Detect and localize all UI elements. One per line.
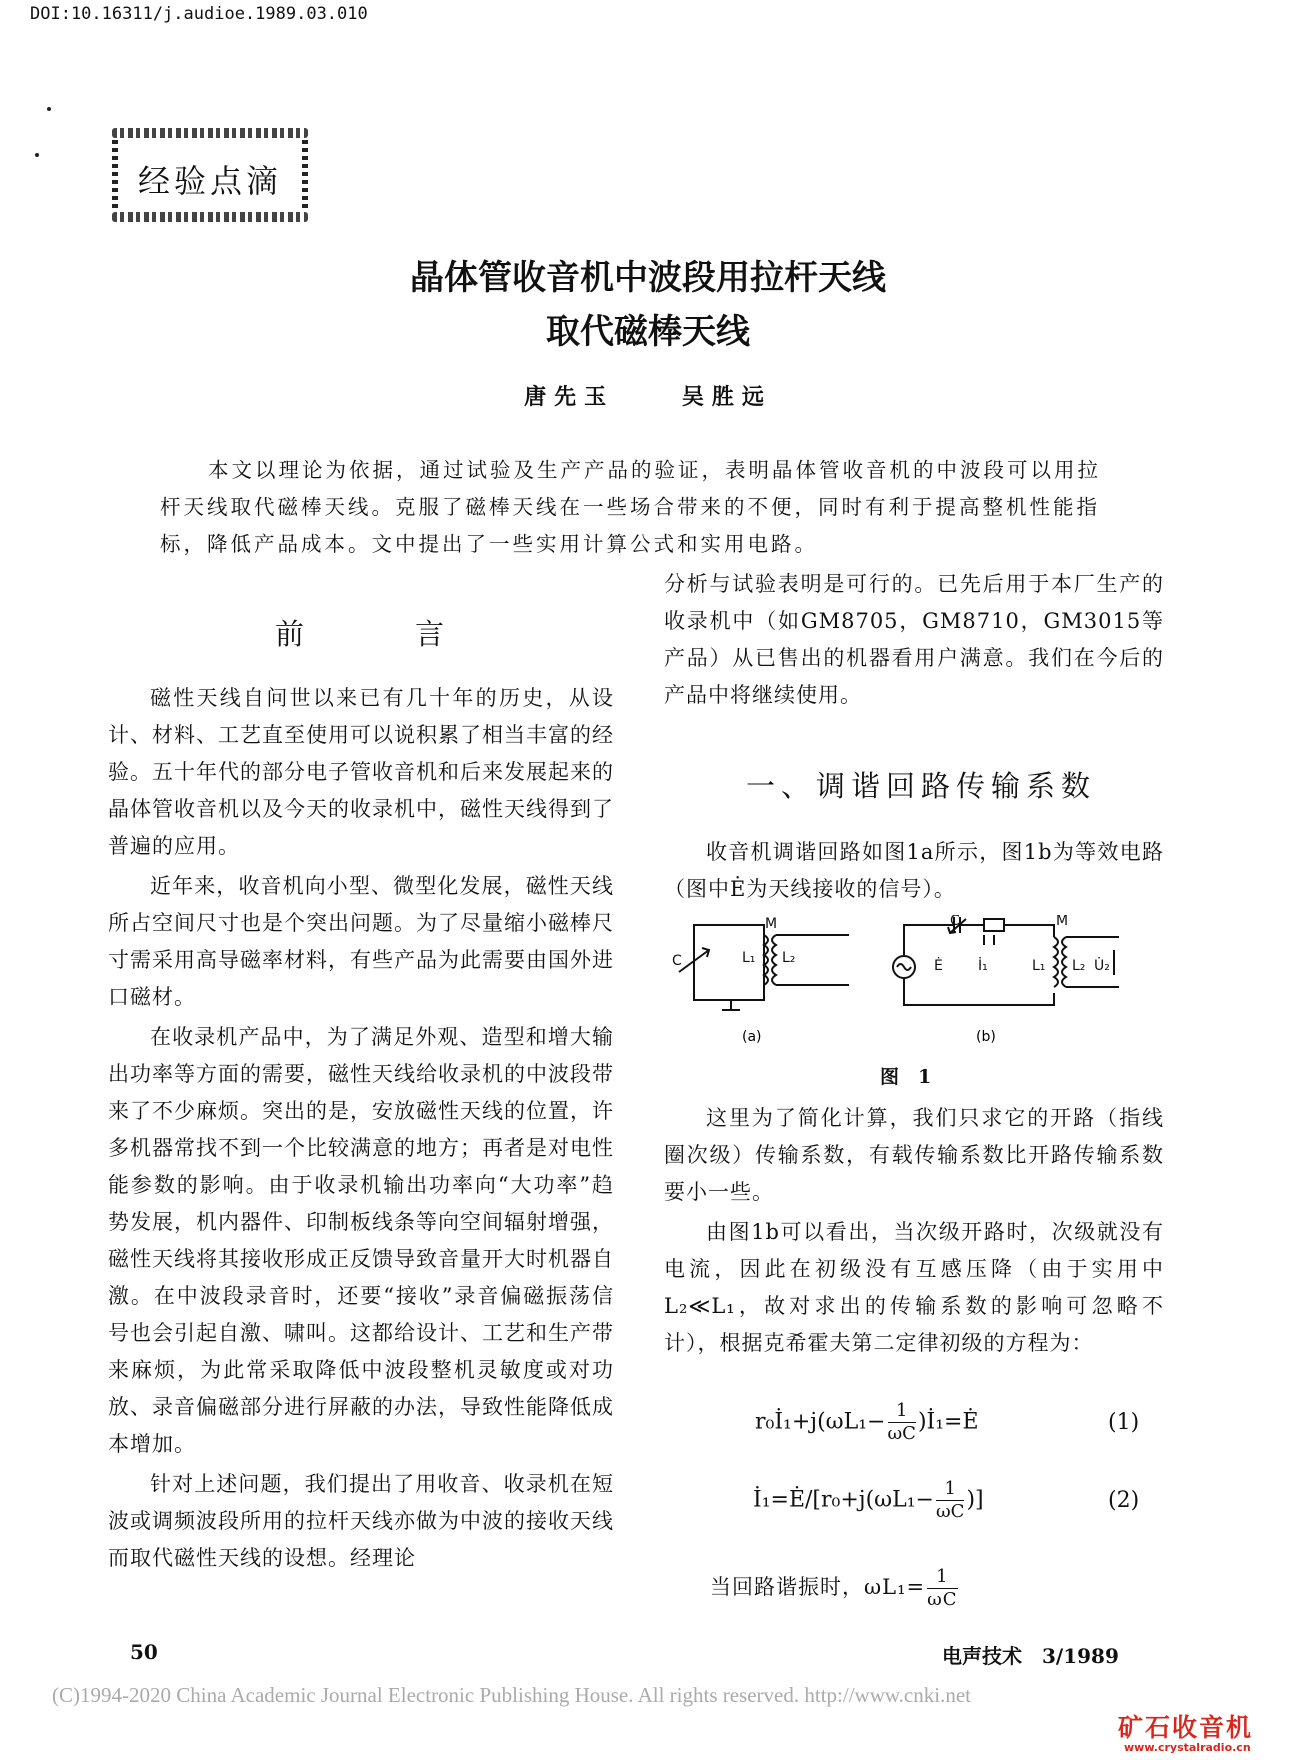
ornament-border-top	[112, 128, 308, 138]
frac-num: 1	[936, 1478, 964, 1501]
article-title-line1: 晶体管收音机中波段用拉杆天线	[410, 258, 886, 298]
paragraph: 在收录机产品中，为了满足外观、造型和增大输出功率等方面的需要，磁性天线给收录机的中波段带来了不少麻烦。突出的是，安放磁性天线的位置，许多机器常找不到一个比较满意的地方；再者是对电性能参数的影响。由于收录机输出功率向“大功率”趋势发展，机内器件、印制板线条等向空间辐射增强，磁性天线将其接收形成正反馈导致音量开大时机器自激。在中波段录音时，还要“接收”录音偏磁振荡信号也会引起自激、啸叫。这都给设计、工艺和生产带来麻烦，为此常采取降低中波段整机灵敏度或对功放、录音偏磁部分进行屏蔽的办法，导致性能降低成本增加。	[108, 1025, 614, 1456]
frac-den: ωC	[887, 1423, 916, 1444]
fraction	[927, 1566, 957, 1611]
figure-1-circuit	[664, 915, 1164, 1055]
section-heading-preface: 前 言	[275, 617, 451, 651]
abstract: 本文以理论为依据，通过试验及生产产品的验证，表明晶体管收音机的中波段可以用拉杆天线取代磁棒天线。克服了磁棒天线在一些场合带来的不便，同时有利于提高整机性能指标，降低产品成本。文中提出了一些实用计算公式和实用电路。	[160, 458, 1101, 556]
resonance-line	[710, 1566, 960, 1611]
frac-den: ωC	[935, 1501, 965, 1522]
label-L1b: L₁	[1032, 958, 1046, 974]
paragraph: 近年来，收音机向小型、微型化发展，磁性天线所占空间尺寸也是个突出问题。为了尽量缩小磁棒尺寸需采用高导磁率材料，有些产品为此需要由国外进口磁材。	[108, 874, 614, 1009]
label-I1: İ₁	[978, 958, 988, 974]
label-Cb: C	[950, 915, 960, 929]
figure-a-label: (a)	[742, 1029, 762, 1045]
ornament-border-left	[112, 140, 118, 212]
copyright-notice: (C)1994-2020 China Academic Journal Electronic Publishing House. All rights reserved. http://www.cnki.net	[52, 1683, 971, 1707]
label-L2b: L₂	[1072, 958, 1086, 974]
paragraph: 由图1b可以看出，当次级开路时，次级就没有电流，因此在初级没有互感压降（由于实用中L₂≪L₁，故对求出的传输系数的影响可忽略不计），根据克希霍夫第二定律初级的方程为：	[664, 1220, 1164, 1355]
paragraph: 收音机调谐回路如图1a所示，图1b为等效电路（图中Ė为天线接收的信号）。	[664, 840, 1164, 901]
author-name: 吴胜远	[681, 385, 772, 410]
section-heading-1: 一、调谐回路传输系数	[746, 769, 1097, 803]
speck	[47, 107, 51, 111]
paragraph-block	[664, 834, 1164, 911]
figure-caption: 图 1	[880, 1066, 932, 1088]
left-column	[108, 680, 614, 1580]
eq2-left: İ₁=Ė/[r₀+j(ωL₁−	[753, 1487, 934, 1513]
label-C: C	[672, 953, 682, 969]
label-Mb: M	[1056, 915, 1069, 929]
label-U2: U̇₂	[1094, 958, 1110, 974]
fraction	[936, 1478, 964, 1523]
page-number: 50	[130, 1640, 158, 1664]
label-L1: L₁	[742, 950, 756, 966]
journal-footer: 电声技术 3/1989	[942, 1644, 1119, 1668]
fraction	[888, 1400, 916, 1445]
paragraph: 磁性天线自问世以来已有几十年的历史，从设计、材料、工艺直至使用可以说积累了相当丰富的经验。五十年代的部分电子管收音机和后来发展起来的晶体管收音机以及今天的收录机中，磁性天线得到了普遍的应用。	[108, 686, 614, 858]
equation-1-number: (1)	[1108, 1410, 1140, 1435]
paragraph: 分析与试验表明是可行的。已先后用于本厂生产的收录机中（如GM8705，GM8710，GM3015等产品）从已售出的机器看用户满意。我们在今后的产品中将继续使用。	[664, 572, 1164, 707]
speck	[35, 153, 39, 157]
column-label: 经验点滴	[138, 162, 283, 200]
paragraph: 针对上述问题，我们提出了用收音、收录机在短波或调频波段所用的拉杆天线亦做为中波的接收天线而取代磁性天线的设想。经理论	[108, 1472, 614, 1570]
column-label-box	[112, 128, 308, 224]
label-L2: L₂	[782, 950, 796, 966]
paragraph-block	[664, 1100, 1164, 1365]
article-title-line2: 取代磁棒天线	[546, 312, 750, 352]
label-M: M	[765, 916, 778, 932]
ornament-border-bottom	[112, 212, 308, 222]
authors	[0, 380, 1296, 411]
figure-b-label: (b)	[976, 1029, 996, 1045]
author-name: 唐先玉	[524, 385, 615, 410]
frac-num: 1	[927, 1566, 957, 1589]
frac-den: ωC	[927, 1589, 958, 1610]
eq1-right: )İ₁=Ė	[917, 1409, 979, 1435]
eq1-left: r₀İ₁+j(ωL₁−	[755, 1409, 886, 1435]
frac-num: 1	[888, 1400, 916, 1423]
watermark-logo: 矿石收音机	[1118, 1713, 1254, 1742]
doi-header: DOI:10.16311/j.audioe.1989.03.010	[30, 4, 368, 24]
equation-2-number: (2)	[1108, 1488, 1140, 1513]
watermark-url: www.crystalradio.cn	[1124, 1741, 1251, 1754]
paragraph: 这里为了简化计算，我们只求它的开路（指线圈次级）传输系数，有载传输系数比开路传输系数要小一些。	[664, 1106, 1164, 1204]
label-E: Ė	[934, 958, 943, 974]
equation-1	[755, 1400, 979, 1445]
ornament-border-right	[302, 140, 308, 212]
resonance-text: 当回路谐振时，ωL₁=	[710, 1575, 926, 1599]
equation-2	[753, 1478, 984, 1523]
eq2-right: )]	[966, 1487, 984, 1513]
right-column-continuation	[664, 566, 1164, 717]
